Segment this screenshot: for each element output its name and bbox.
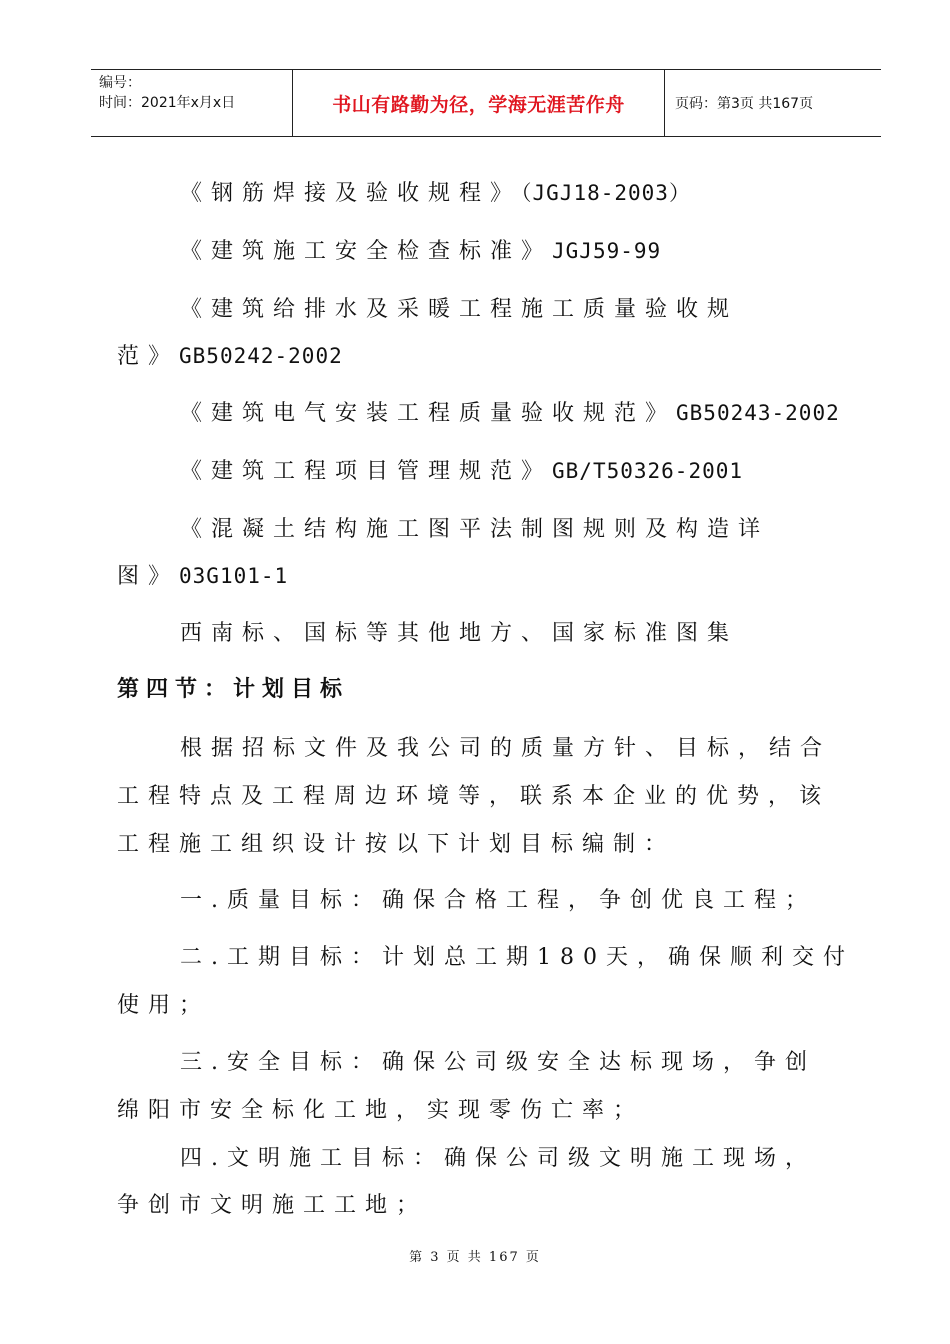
reference-title: 《建筑电气安装工程质量验收规范》 — [180, 401, 677, 426]
reference-line — [180, 396, 840, 427]
document-time-label: 时间：2021年x月x日 — [99, 95, 236, 111]
paragraph-line: 工程特点及工程周边环境等，联系本企业的优势，该 — [117, 784, 831, 809]
reference-line — [180, 234, 661, 265]
reference-title: 《建筑工程项目管理规范》 — [180, 459, 553, 484]
document-number-label: 编号： — [99, 75, 141, 91]
reference-code: GB/T50326-2001 — [552, 459, 744, 483]
header-page-number: 页码：第3页 共167页 — [675, 96, 814, 112]
reference-code: GB50243-2002 — [676, 401, 840, 425]
page-footer: 第 3 页 共 167 页 — [409, 1250, 541, 1265]
goal-schedule: 二.工期目标：计划总工期180天，确保顺利交付 — [180, 945, 854, 970]
header-meta — [91, 70, 293, 136]
goal-civilized-construction: 四.文明施工目标：确保公司级文明施工现场， — [180, 1146, 816, 1171]
reference-code: 03G101-1 — [179, 564, 289, 588]
reference-line: 西南标、国标等其他地方、国家标准图集 — [180, 621, 739, 646]
reference-code: GB50242-2002 — [179, 344, 343, 368]
goal-schedule-continued: 使用； — [117, 993, 211, 1018]
section-heading: 第四节：计划目标 — [117, 677, 350, 702]
paragraph-line: 根据招标文件及我公司的质量方针、目标，结合 — [180, 736, 832, 761]
reference-line — [180, 176, 691, 207]
reference-line: 《混凝土结构施工图平法制图规则及构造详 — [180, 517, 770, 542]
reference-title: 《建筑施工安全检查标准》 — [180, 239, 553, 264]
goal-civilized-construction-continued: 争创市文明施工工地； — [117, 1193, 428, 1218]
reference-title: 《钢筋焊接及验收规程》 — [180, 181, 522, 206]
goal-quality: 一.质量目标：确保合格工程，争创优良工程； — [180, 888, 816, 913]
reference-line-continued — [117, 339, 343, 370]
reference-line: 《建筑给排水及采暖工程施工质量验收规 — [180, 297, 739, 322]
goal-safety: 三.安全目标：确保公司级安全达标现场，争创 — [180, 1050, 816, 1075]
reference-title: 图》 — [117, 564, 180, 589]
page-header — [91, 69, 881, 137]
reference-line-continued — [117, 559, 288, 590]
header-motto: 书山有路勤为径，学海无涯苦作舟 — [293, 70, 665, 136]
reference-title: 范》 — [117, 344, 180, 369]
reference-line — [180, 454, 743, 485]
goal-safety-continued: 绵阳市安全标化工地，实现零伤亡率； — [117, 1098, 645, 1123]
paragraph-line: 工程施工组织设计按以下计划目标编制： — [117, 832, 676, 857]
reference-code: JGJ59-99 — [552, 239, 662, 263]
reference-code: （JGJ18-2003） — [521, 181, 691, 205]
